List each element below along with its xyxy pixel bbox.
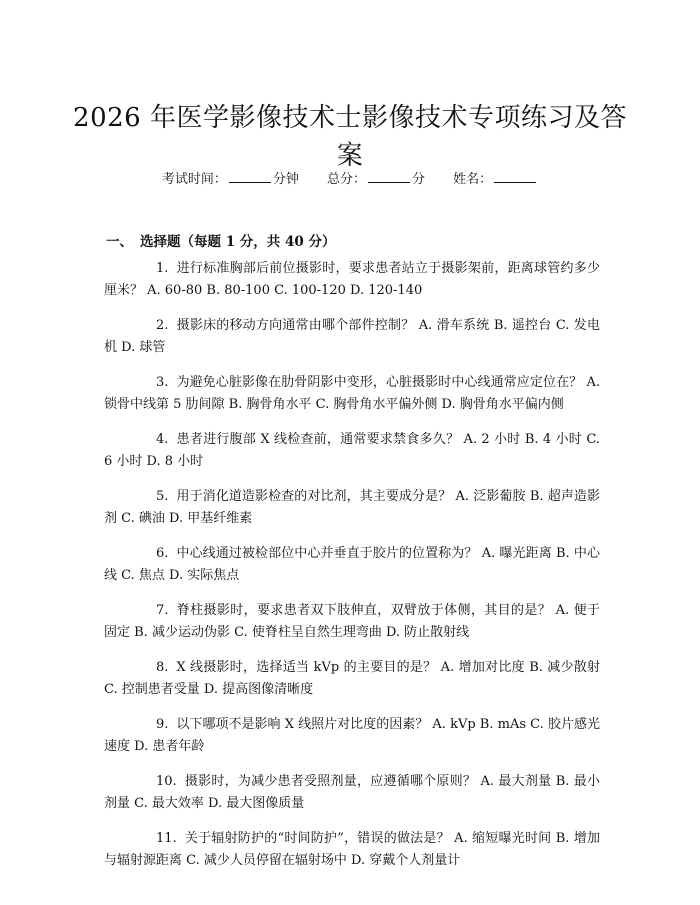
total-score: [327, 168, 425, 187]
question-text: 进行标准胸部后前位摄影时，要求患者站立于摄影架前，距离球管约多少厘米？ A. 60-80 B. 80-100 C. 100-120 D. 120-140: [104, 261, 600, 298]
question-item: [104, 543, 600, 587]
page-title: 2026 年医学影像技术士影像技术专项练习及答案: [73, 103, 627, 172]
student-name: [453, 168, 538, 187]
total-score-label: 总分：: [326, 172, 366, 187]
student-name-blank[interactable]: [494, 170, 536, 183]
question-number: 5.: [156, 489, 169, 504]
section-heading: [106, 230, 335, 250]
question-text: X 线摄影时，选择适当 kVp 的主要目的是？ A. 增加对比度 B. 减少散射 C. 控制患者受量 D. 提高图像清晰度: [104, 660, 600, 697]
question-item: [104, 258, 600, 302]
exam-time: [162, 168, 299, 187]
question-list: [104, 258, 600, 885]
question-number: 1.: [156, 261, 169, 276]
question-item: [104, 372, 600, 416]
section-number: 一、: [106, 234, 133, 250]
question-item: [104, 600, 600, 644]
question-item: [104, 315, 600, 359]
question-item: [104, 828, 600, 872]
exam-time-unit: 分钟: [272, 172, 299, 187]
student-name-label: 姓名：: [453, 172, 493, 187]
question-text: 为避免心脏影像在肋骨阴影中变形，心脏摄影时中心线通常应定位在？ A. 锁骨中线第 5 肋间隙 B. 胸骨角水平 C. 胸骨角水平偏外侧 D. 胸骨角水平偏内侧: [104, 375, 600, 412]
question-number: 7.: [156, 603, 169, 618]
question-text: 用于消化道造影检查的对比剂，其主要成分是？ A. 泛影葡胺 B. 超声造影剂 C. 碘油 D. 甲基纤维素: [104, 489, 600, 526]
question-number: 8.: [156, 660, 169, 675]
question-item: [104, 771, 600, 815]
question-number: 3.: [156, 375, 169, 390]
question-number: 10.: [156, 774, 177, 789]
question-text: 摄影时，为减少患者受照剂量，应遵循哪个原则？ A. 最大剂量 B. 最小剂量 C. 最大效率 D. 最大图像质量: [104, 774, 600, 811]
question-number: 4.: [156, 432, 169, 447]
question-item: [104, 714, 600, 758]
total-score-unit: 分: [412, 172, 426, 187]
question-item: [104, 429, 600, 473]
total-score-blank[interactable]: [368, 170, 410, 183]
question-text: 患者进行腹部 X 线检查前，通常要求禁食多久？ A. 2 小时 B. 4 小时 C. 6 小时 D. 8 小时: [104, 432, 600, 469]
question-number: 2.: [156, 318, 169, 333]
exam-meta: [0, 168, 700, 187]
question-number: 9.: [156, 717, 169, 732]
section-title: 选择题（每题 1 分，共 40 分）: [140, 234, 336, 250]
question-number: 11.: [156, 831, 177, 846]
question-text: 摄影床的移动方向通常由哪个部件控制？ A. 滑车系统 B. 遥控台 C. 发电机 D. 球管: [104, 318, 600, 355]
exam-time-blank[interactable]: [229, 170, 271, 183]
question-text: 以下哪项不是影响 X 线照片对比度的因素？ A. kVp B. mAs C. 胶片感光速度 D. 患者年龄: [104, 717, 600, 754]
question-text: 脊柱摄影时，要求患者双下肢伸直，双臂放于体侧，其目的是？ A. 便于固定 B. 减少运动伪影 C. 使脊柱呈自然生理弯曲 D. 防止散射线: [104, 603, 600, 640]
question-item: [104, 657, 600, 701]
exam-time-label: 考试时间：: [161, 172, 227, 187]
question-text: 关于辐射防护的“时间防护”，错误的做法是？ A. 缩短曝光时间 B. 增加与辐射源距离 C. 减少人员停留在辐射场中 D. 穿戴个人剂量计: [104, 831, 600, 868]
question-text: 中心线通过被检部位中心并垂直于胶片的位置称为？ A. 曝光距离 B. 中心线 C. 焦点 D. 实际焦点: [104, 546, 600, 583]
question-number: 6.: [156, 546, 169, 561]
question-item: [104, 486, 600, 530]
